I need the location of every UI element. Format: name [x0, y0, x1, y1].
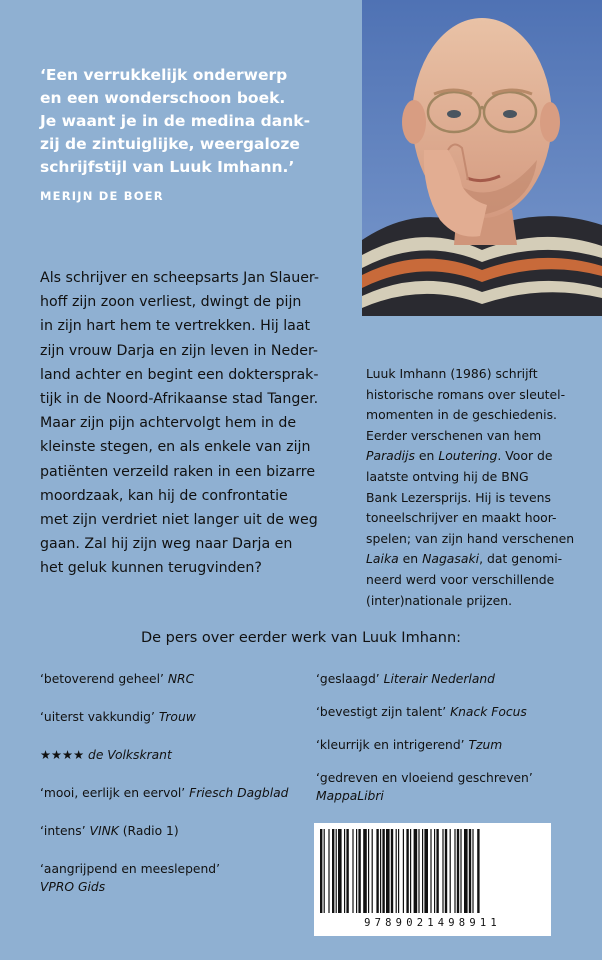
barcode-bar: [410, 829, 411, 913]
press-quote: ‘uiterst vakkundig’ Trouw: [40, 710, 196, 724]
book-blurb: [40, 266, 358, 581]
isbn-number: 9789021498911: [364, 917, 501, 929]
press-source: MappaLibri: [316, 789, 384, 803]
bio-line: (inter)nationale prijzen.: [366, 592, 513, 608]
blurb-line: het geluk kunnen terugvinden?: [40, 560, 262, 577]
bio-line: toneelschrijver en maakt hoor-: [366, 510, 557, 526]
press-source: VPRO Gids: [40, 880, 106, 894]
review-quote: [40, 64, 340, 208]
quote-line: Je waant je in de medina dank-: [40, 112, 311, 130]
barcode-bar: [430, 829, 431, 913]
quote-line: schrijfstijl van Luuk Imhann.’: [40, 158, 295, 176]
book-title: Laika: [366, 551, 399, 567]
author-photo: [362, 0, 602, 316]
blurb-line: gaan. Zal hij zijn weg naar Darja en: [40, 536, 293, 553]
bio-line: neerd werd voor verschillende: [366, 571, 555, 587]
bio-line: Eerder verschenen van hem: [366, 427, 542, 443]
barcode-bar: [418, 829, 419, 913]
bio-line: laatste ontving hij de BNG: [366, 468, 529, 484]
author-bio: [366, 364, 590, 611]
barcode-bar: [464, 829, 468, 913]
press-quote: ‘aangrijpend en meeslepend’: [40, 862, 220, 876]
bio-line: spelen; van zijn hand verschenen: [366, 530, 575, 546]
blurb-line: patiënten verzeild raken in een bizarre: [40, 463, 316, 480]
barcode-bar: [436, 829, 438, 913]
press-quote: ‘betoverend geheel’ NRC: [40, 672, 195, 686]
barcode: [314, 823, 551, 936]
barcode-bar: [414, 829, 418, 913]
barcode-bar: [352, 829, 353, 913]
blurb-line: met zijn verdriet niet langer uit de weg: [40, 512, 318, 529]
press-quote: ‘gedreven en vloeiend geschreven’: [316, 771, 533, 785]
barcode-bar: [454, 829, 455, 913]
barcode-bar: [356, 829, 357, 913]
barcode-bar: [320, 829, 322, 913]
bio-line: Laika en Nagasaki, dat genomi-: [366, 551, 563, 567]
barcode-bar: [372, 829, 373, 913]
barcode-bar: [460, 829, 461, 913]
barcode-bar: [363, 829, 367, 913]
barcode-bar: [391, 829, 393, 913]
barcode-bar: [336, 829, 337, 913]
press-quote: ‘bevestigt zijn talent’ Knack Focus: [316, 705, 527, 719]
barcode-bar: [472, 829, 473, 913]
bio-line: Luuk Imhann (1986) schrijft: [366, 366, 538, 381]
blurb-line: Als schrijver en scheepsarts Jan Slauer-: [40, 270, 319, 286]
barcode-bar: [422, 829, 423, 913]
bio-line: momenten in de geschiedenis.: [366, 407, 557, 423]
blurb-line: kleinste stegen, en als enkele van zijn: [40, 439, 311, 456]
barcode-bar: [403, 829, 404, 913]
bio-line: Paradijs en Loutering. Voor de: [366, 448, 553, 464]
barcode-bar: [457, 829, 459, 913]
barcode-bar: [376, 829, 378, 913]
press-quote: ‘kleurrijk en intrigerend’ Tzum: [316, 738, 503, 752]
blurb-line: hoff zijn zoon verliest, dwingt de pijn: [40, 294, 302, 311]
barcode-bar: [442, 829, 443, 913]
barcode-bar: [380, 829, 381, 913]
book-title: Nagasaki: [422, 551, 480, 567]
barcode-bar: [346, 829, 348, 913]
press-heading: De pers over eerder werk van Luuk Imhann:: [140, 630, 462, 646]
blurb-line: zijn vrouw Darja en zijn leven in Neder-: [40, 342, 319, 359]
barcode-bar: [450, 829, 451, 913]
barcode-bar: [445, 829, 447, 913]
quote-line: ‘Een verrukkelijk onderwerp: [40, 66, 288, 84]
book-title: Loutering: [438, 448, 498, 464]
author-portrait-image: [362, 0, 602, 316]
press-quote: ★★★★ de Volkskrant: [40, 748, 172, 762]
blurb-line: in zijn hart hem te vertrekken. Hij laat: [40, 318, 311, 335]
bio-line: historische romans over sleutel-: [366, 386, 566, 402]
press-quote: ‘mooi, eerlijk en eervol’ Friesch Dagblad: [40, 786, 289, 800]
blurb-line: moordzaak, kan hij de confrontatie: [40, 487, 288, 504]
barcode-bar: [469, 829, 471, 913]
barcode-bars: [314, 823, 551, 915]
barcode-bar: [396, 829, 397, 913]
barcode-bar: [344, 829, 345, 913]
blurb-line: Maar zijn pijn achtervolgt hem in de: [40, 415, 297, 432]
barcode-bar: [324, 829, 325, 913]
barcode-bar: [332, 829, 334, 913]
press-quote: ‘geslaagd’ Literair Nederland: [316, 672, 495, 686]
quote-author: MERIJN DE BOER: [40, 189, 164, 203]
bio-line: Bank Lezersprijs. Hij is tevens: [366, 489, 551, 505]
barcode-bar: [358, 829, 360, 913]
barcode-bar: [398, 829, 399, 913]
barcode-bar: [328, 829, 329, 913]
blurb-line: tijk in de Noord-Afrikaanse stad Tanger.: [40, 391, 319, 408]
quote-line: en een wonderschoon boek.: [40, 89, 286, 107]
barcode-bar: [382, 829, 384, 913]
barcode-bar: [338, 829, 342, 913]
quote-line: zij de zintuiglijke, weergaloze: [40, 135, 300, 153]
barcode-bar: [477, 829, 479, 913]
barcode-bar: [434, 829, 435, 913]
barcode-bar: [386, 829, 390, 913]
press-quote: ‘intens’ VINK (Radio 1): [40, 824, 179, 838]
book-title: Paradijs: [366, 448, 415, 464]
blurb-line: land achter en begint een doktersprak-: [40, 366, 319, 383]
barcode-bar: [424, 829, 428, 913]
barcode-bar: [406, 829, 408, 913]
barcode-bar: [368, 829, 369, 913]
